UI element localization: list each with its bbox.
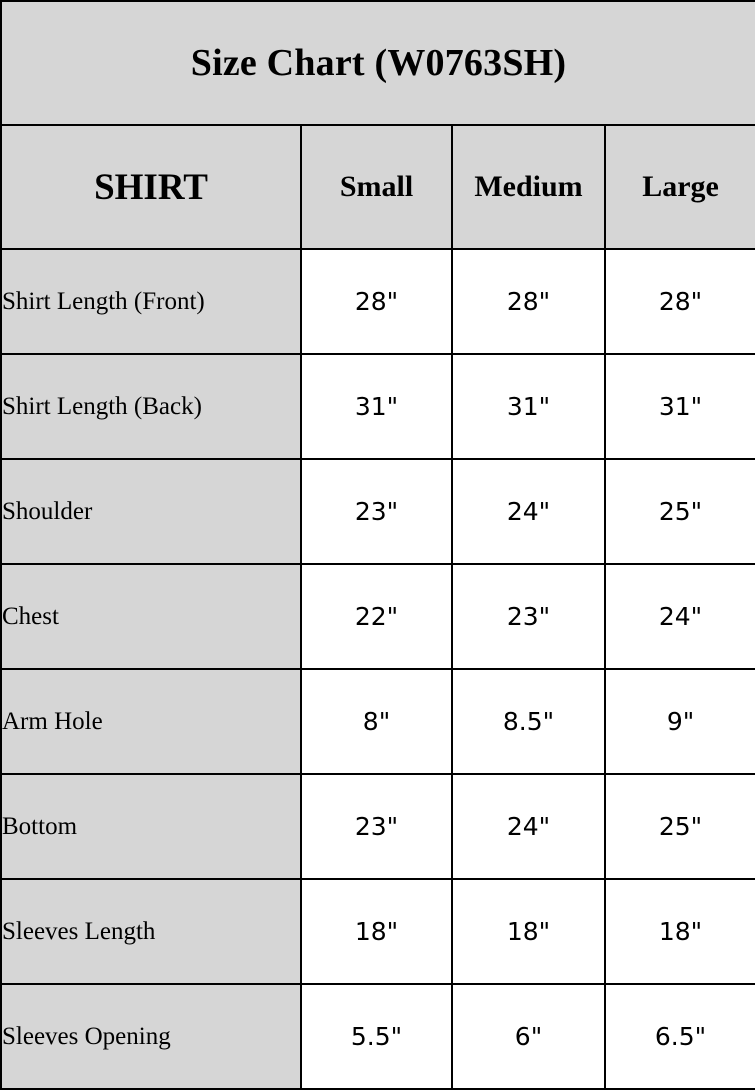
table-row [1, 774, 755, 879]
header-size-medium: Medium [452, 125, 605, 249]
measurement-label: Shirt Length (Front) [1, 249, 301, 354]
table-header-row [1, 125, 755, 249]
header-garment-label: SHIRT [1, 125, 301, 249]
measurement-value-small: 23" [301, 774, 452, 879]
table-row [1, 879, 755, 984]
measurement-value-medium: 18" [452, 879, 605, 984]
measurement-value-medium: 24" [452, 459, 605, 564]
table-row [1, 669, 755, 774]
header-size-large: Large [605, 125, 755, 249]
measurement-value-large: 24" [605, 564, 755, 669]
header-size-small: Small [301, 125, 452, 249]
measurement-label: Chest [1, 564, 301, 669]
measurement-value-small: 8" [301, 669, 452, 774]
table-row [1, 354, 755, 459]
measurement-value-small: 18" [301, 879, 452, 984]
title-row [1, 1, 755, 125]
measurement-value-medium: 24" [452, 774, 605, 879]
measurement-label: Sleeves Opening [1, 984, 301, 1089]
measurement-value-large: 25" [605, 459, 755, 564]
measurement-value-large: 28" [605, 249, 755, 354]
measurement-value-small: 28" [301, 249, 452, 354]
measurement-value-small: 5.5" [301, 984, 452, 1089]
measurement-value-medium: 23" [452, 564, 605, 669]
measurement-value-medium: 28" [452, 249, 605, 354]
measurement-label: Shoulder [1, 459, 301, 564]
table-row [1, 984, 755, 1089]
measurement-value-small: 31" [301, 354, 452, 459]
measurement-value-medium: 8.5" [452, 669, 605, 774]
table-row [1, 564, 755, 669]
table-row [1, 249, 755, 354]
measurement-value-large: 31" [605, 354, 755, 459]
measurement-value-large: 25" [605, 774, 755, 879]
table-row [1, 459, 755, 564]
measurement-value-large: 6.5" [605, 984, 755, 1089]
measurement-value-medium: 31" [452, 354, 605, 459]
measurement-label: Sleeves Length [1, 879, 301, 984]
measurement-label: Bottom [1, 774, 301, 879]
measurement-label: Arm Hole [1, 669, 301, 774]
measurement-value-large: 9" [605, 669, 755, 774]
measurement-value-large: 18" [605, 879, 755, 984]
measurement-label: Shirt Length (Back) [1, 354, 301, 459]
measurement-value-medium: 6" [452, 984, 605, 1089]
measurement-value-small: 23" [301, 459, 452, 564]
page-title: Size Chart (W0763SH) [1, 1, 755, 125]
measurement-value-small: 22" [301, 564, 452, 669]
